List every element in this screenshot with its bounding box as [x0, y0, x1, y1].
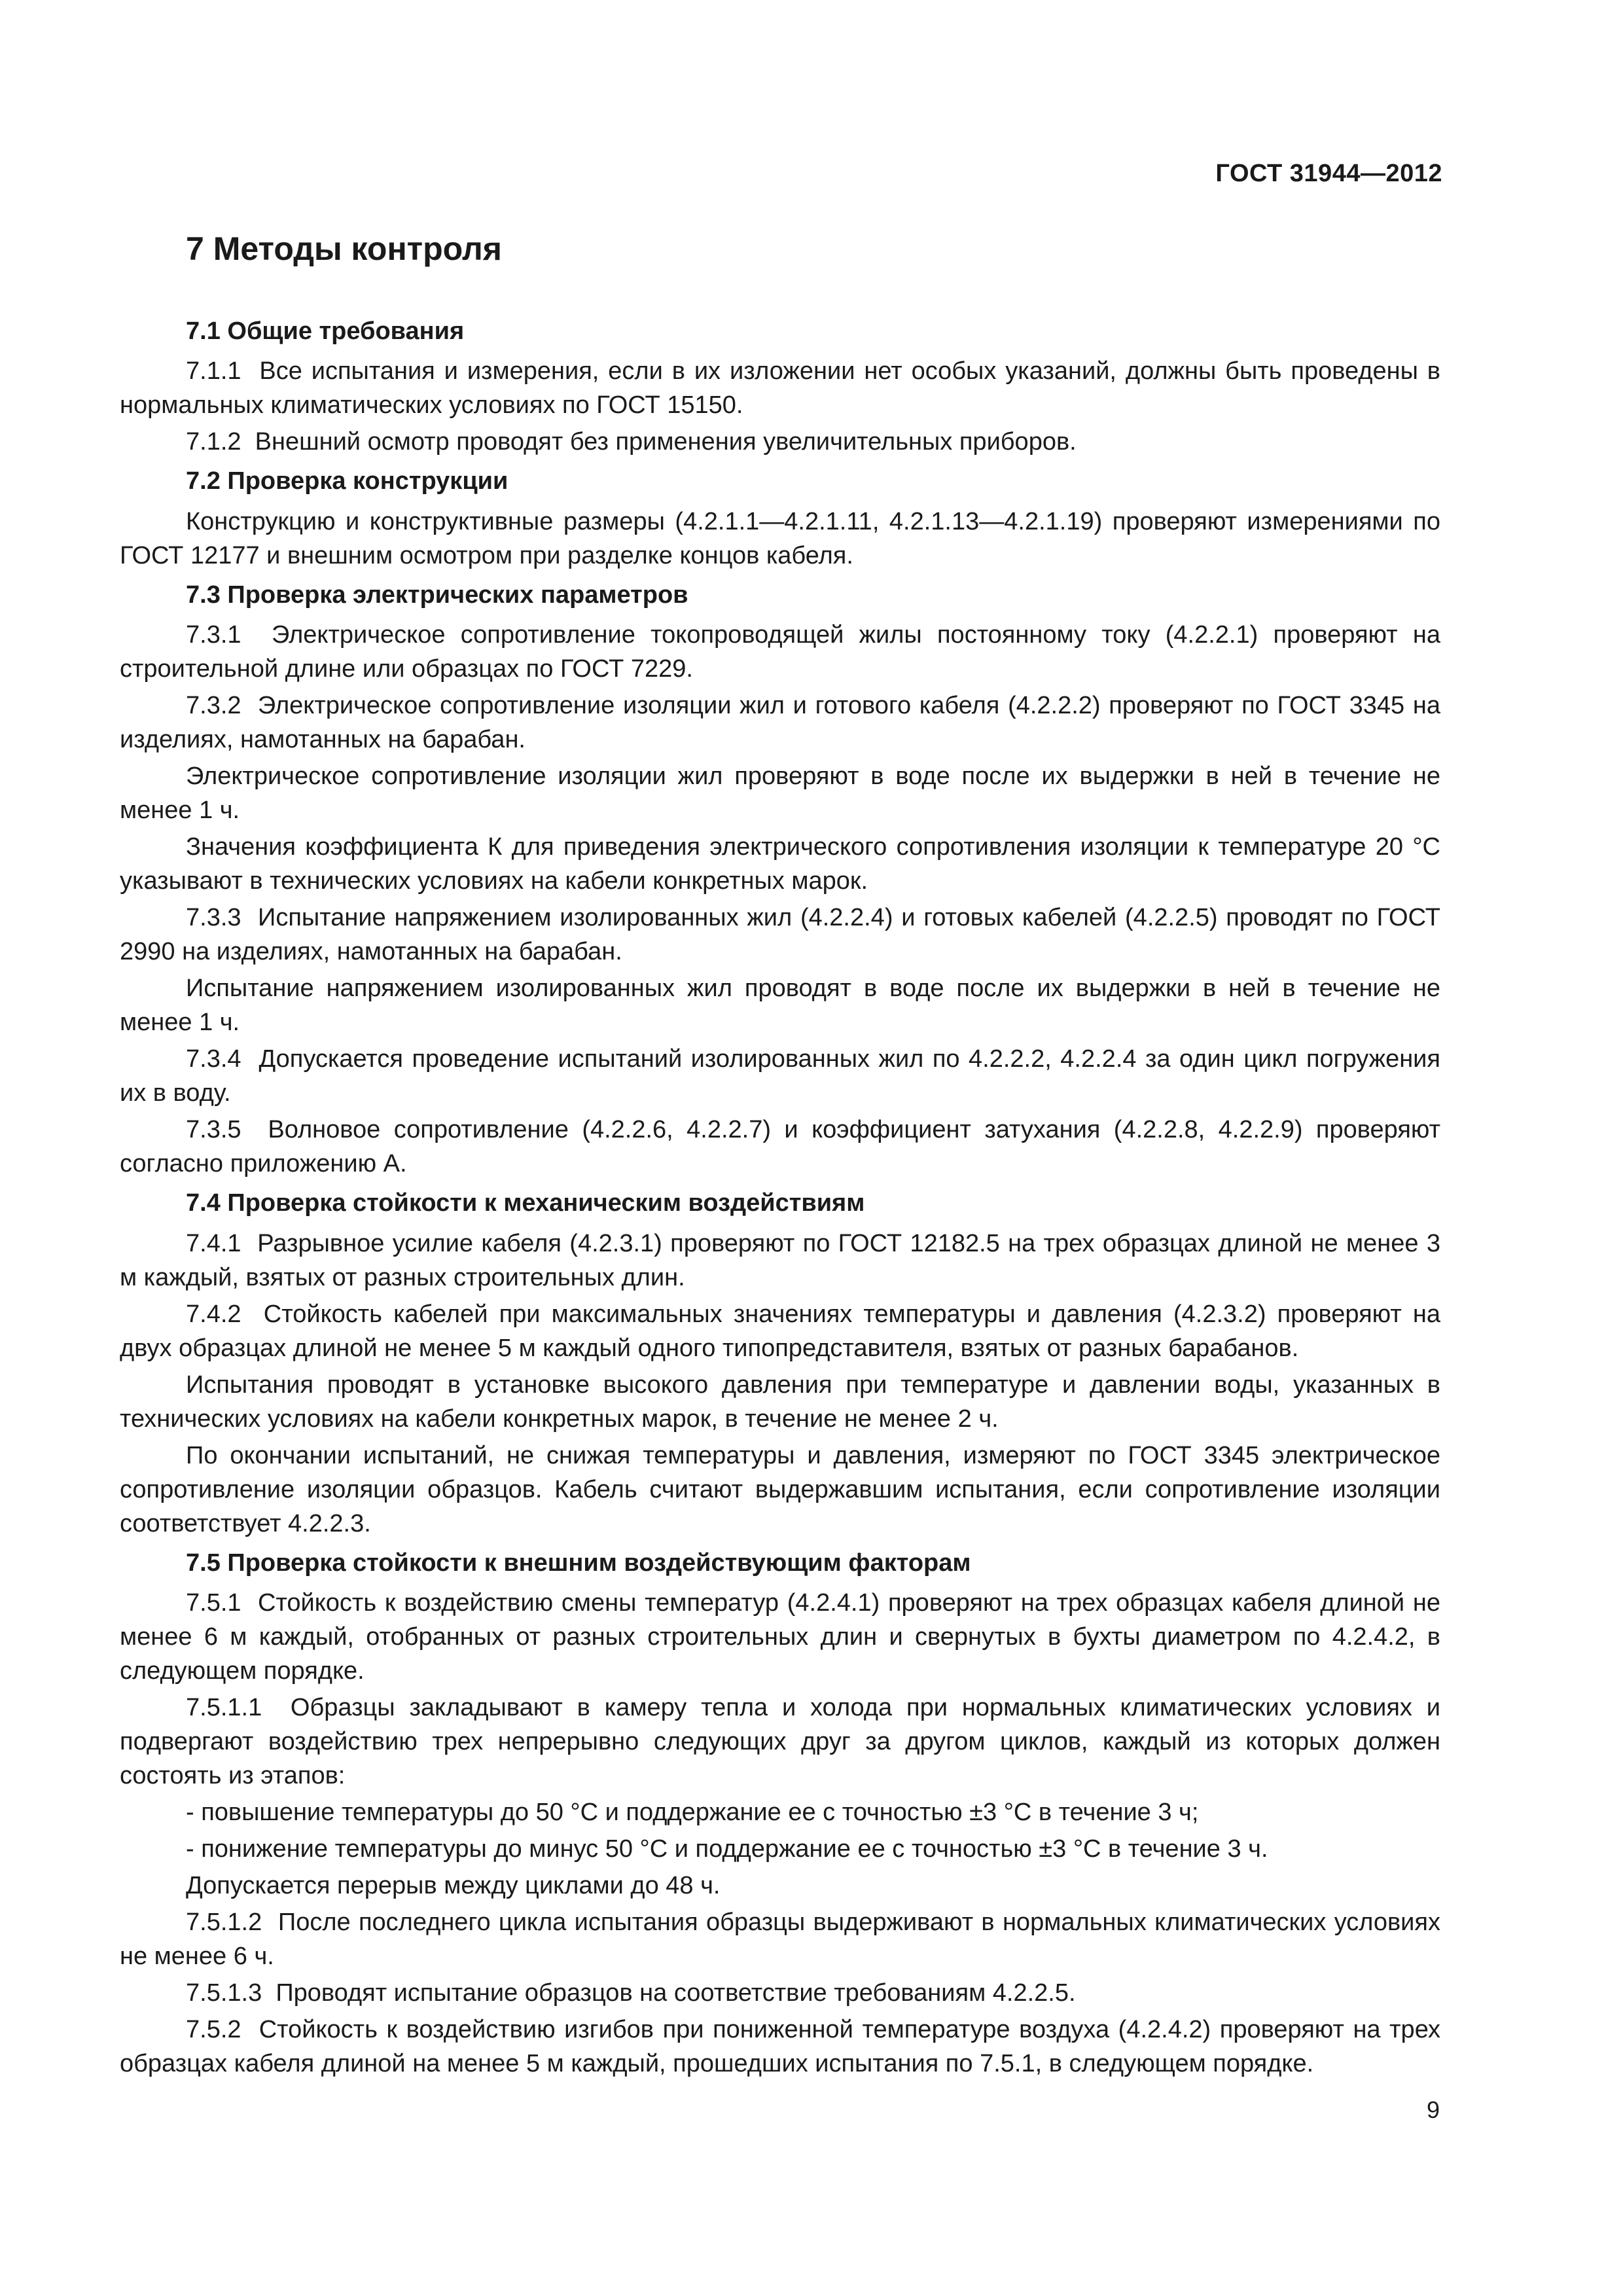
paragraph: 7.3.1 Электрическое сопротивление токопроводящей жилы постоянному току (4.2.2.1) проверяют на строительной длине или образцах по ГОСТ 7229. — [120, 621, 1448, 683]
paragraph: 7.1.2 Внешний осмотр проводят без применения увеличительных приборов. — [186, 428, 1077, 456]
paragraph: Испытание напряжением изолированных жил проводят в воде после их выдержки в ней в течение не менее 1 ч. — [120, 975, 1448, 1037]
paragraph: Допускается перерыв между циклами до 48 ч. — [186, 1871, 721, 1899]
section-title: 7.1 Общие требования — [186, 317, 465, 345]
paragraph: 7.1.1 Все испытания и измерения, если в их изложении нет особых указаний, должны быть проведены в нормальных климатических условиях по ГОСТ 15150. — [120, 357, 1448, 420]
paragraph: Электрическое сопротивление изоляции жил проверяют в воде после их выдержки в ней в течение не менее 1 ч. — [120, 762, 1448, 825]
section-title: 7.5 Проверка стойкости к внешним воздействующим факторам — [186, 1549, 971, 1577]
list-item: - повышение температуры до 50 °С и поддержание ее с точностью ±3 °С в течение 3 ч; — [186, 1798, 1199, 1826]
paragraph: 7.3.3 Испытание напряжением изолированных жил (4.2.2.4) и готовых кабелей (4.2.2.5) проводят по ГОСТ 2990 на изделиях, намотанных на барабан. — [120, 904, 1448, 966]
paragraph: По окончании испытаний, не снижая температуры и давления, измеряют по ГОСТ 3345 электрическое сопротивление изоляции образцов. Кабель считают выдержавшим испытания, если сопротивление изоляции соответствует 4.2.2.3. — [120, 1441, 1448, 1537]
paragraph: Испытания проводят в установке высокого давления при температуре и давлении воды, указанных в технических условиях на кабели конкретных марок, в течение не менее 2 ч. — [120, 1371, 1448, 1433]
section-title: 7.2 Проверка конструкции — [186, 467, 508, 495]
standard-code: ГОСТ 31944—2012 — [1215, 160, 1442, 187]
paragraph: 7.3.2 Электрическое сопротивление изоляции жил и готового кабеля (4.2.2.2) проверяют по ГОСТ 3345 на изделиях, намотанных на барабан. — [120, 692, 1448, 754]
paragraph: 7.4.2 Стойкость кабелей при максимальных значениях температуры и давления (4.2.3.2) проверяют на двух образцах длиной не менее 5 м каждый одного типопредставителя, взятых от разных барабанов. — [120, 1300, 1448, 1362]
chapter-title: 7 Методы контроля — [186, 230, 502, 267]
section-title: 7.4 Проверка стойкости к механическим воздействиям — [186, 1189, 865, 1217]
paragraph: 7.3.4 Допускается проведение испытаний изолированных жил по 4.2.2.2, 4.2.2.4 за один цикл погружения их в воду. — [120, 1045, 1448, 1107]
list-item: - понижение температуры до минус 50 °С и поддержание ее с точностью ±3 °С в течение 3 ч. — [186, 1835, 1268, 1863]
paragraph: Значения коэффициента К для приведения электрического сопротивления изоляции к температуре 20 °С указывают в технических условиях на кабели конкретных марок. — [120, 833, 1448, 895]
page-number: 9 — [1427, 2096, 1440, 2123]
paragraph: 7.3.5 Волновое сопротивление (4.2.2.6, 4.2.2.7) и коэффициент затухания (4.2.2.8, 4.2.2.9) проверяют согласно приложению А. — [120, 1116, 1448, 1178]
paragraph: 7.4.1 Разрывное усилие кабеля (4.2.3.1) проверяют по ГОСТ 12182.5 на трех образцах длиной не менее 3 м каждый, взятых от разных строительных длин. — [120, 1229, 1448, 1291]
page-content — [120, 229, 1448, 2083]
paragraph: 7.5.1 Стойкость к воздействию смены температур (4.2.4.1) проверяют на трех образцах кабеля длиной не менее 6 м каждый, отобранных от разных строительных длин и свернутых в бухты диаметром по 4.2.4.2, в следующем порядке. — [120, 1588, 1448, 1685]
paragraph: 7.5.1.2 После последнего цикла испытания образцы выдерживают в нормальных климатических условиях не менее 6 ч. — [120, 1908, 1448, 1970]
paragraph: 7.5.1.1 Образцы закладывают в камеру тепла и холода при нормальных климатических условиях и подвергают воздействию трех непрерывно следующих друг за другом циклов, каждый из которых должен состоять из этапов: — [120, 1693, 1448, 1789]
paragraph: 7.5.1.3 Проводят испытание образцов на соответствие требованиям 4.2.2.5. — [186, 1979, 1076, 2007]
paragraph: Конструкцию и конструктивные размеры (4.2.1.1—4.2.1.11, 4.2.1.13—4.2.1.19) проверяют измерениями по ГОСТ 12177 и внешним осмотром при разделке концов кабеля. — [120, 507, 1448, 569]
paragraph: 7.5.2 Стойкость к воздействию изгибов при пониженной температуре воздуха (4.2.4.2) проверяют на трех образцах кабеля длиной на менее 5 м каждый, прошедших испытания по 7.5.1, в следующем порядке. — [120, 2015, 1448, 2077]
section-title: 7.3 Проверка электрических параметров — [186, 581, 688, 609]
